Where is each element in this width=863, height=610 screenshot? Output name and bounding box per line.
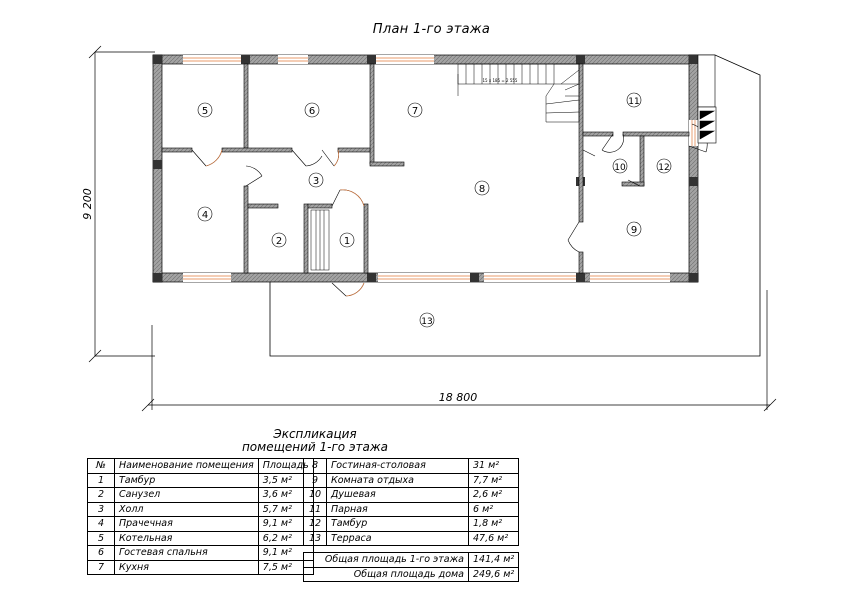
explication-title-line1: Экспликация: [273, 427, 357, 441]
plan-title: План 1-го этажа: [372, 22, 491, 37]
svg-text:9: 9: [630, 225, 638, 236]
table-row: 1 Тамбур 3,5 м²: [88, 473, 314, 488]
stair-label: 15 x 185 = 2 555: [482, 78, 518, 83]
explication-title-line2: помещений 1-го этажа: [241, 440, 389, 454]
table-row: 8 Гостиная-столовая 31 м²: [304, 459, 519, 474]
svg-text:6: 6: [308, 106, 316, 117]
table-row-spacer: [304, 546, 519, 553]
svg-text:12: 12: [658, 163, 670, 173]
terrace-outline: [270, 55, 760, 356]
table-header-row: [88, 459, 314, 474]
table-row: 7 Кухня 7,5 м²: [88, 560, 314, 575]
room-marker-12: [657, 159, 671, 173]
svg-text:10: 10: [614, 163, 626, 173]
explication-title: [200, 428, 430, 454]
table-row: 10 Душевая 2,6 м²: [304, 488, 519, 503]
room-marker-8: [475, 181, 489, 195]
total-row-floor: Общая площадь 1-го этажа 141,4 м²: [304, 553, 519, 568]
table-row: 4 Прачечная 9,1 м²: [88, 517, 314, 532]
svg-text:13: 13: [421, 317, 433, 327]
header-area: Площадь: [258, 459, 313, 474]
interior-walls: [162, 64, 689, 273]
table-row: 12 Тамбур 1,8 м²: [304, 517, 519, 532]
room-marker-9: [627, 222, 641, 236]
table-row: 6 Гостевая спальня 9,1 м²: [88, 546, 314, 561]
staircase: [458, 64, 579, 122]
total-row-house: Общая площадь дома 249,6 м²: [304, 567, 519, 582]
table-row: 5 Котельная 6,2 м²: [88, 531, 314, 546]
dimension-height-label: 9 200: [81, 188, 94, 220]
table-row: 2 Санузел 3,6 м²: [88, 488, 314, 503]
room-marker-11: [627, 93, 641, 107]
svg-text:3: 3: [312, 176, 320, 187]
room-marker-3: [309, 173, 323, 187]
room-marker-13: [420, 313, 434, 327]
room-marker-5: [198, 103, 212, 117]
room-marker-2: [272, 233, 286, 247]
svg-text:11: 11: [628, 97, 640, 107]
dimension-width-label: 18 800: [438, 391, 478, 404]
chimney: [698, 55, 716, 143]
svg-text:4: 4: [201, 210, 209, 221]
header-no: №: [88, 459, 115, 474]
header-name: Наименование помещения: [115, 459, 259, 474]
room-marker-10: [613, 159, 627, 173]
table-row: 9 Комната отдыха 7,7 м²: [304, 473, 519, 488]
table-row: 11 Парная 6 м²: [304, 502, 519, 517]
room-markers: [198, 93, 671, 327]
room-marker-1: [340, 233, 354, 247]
room1-fixture: [311, 210, 329, 270]
svg-text:2: 2: [275, 236, 283, 247]
explication-table-left: [87, 458, 314, 575]
table-row: 3 Холл 5,7 м²: [88, 502, 314, 517]
room-marker-7: [408, 103, 422, 117]
explication-table-right: [303, 458, 519, 582]
room-marker-4: [198, 207, 212, 221]
svg-text:1: 1: [343, 236, 351, 247]
svg-text:7: 7: [411, 106, 419, 117]
table-row: 13 Терраса 47,6 м²: [304, 531, 519, 546]
svg-text:8: 8: [478, 184, 486, 195]
room-marker-6: [305, 103, 319, 117]
svg-text:5: 5: [201, 106, 209, 117]
